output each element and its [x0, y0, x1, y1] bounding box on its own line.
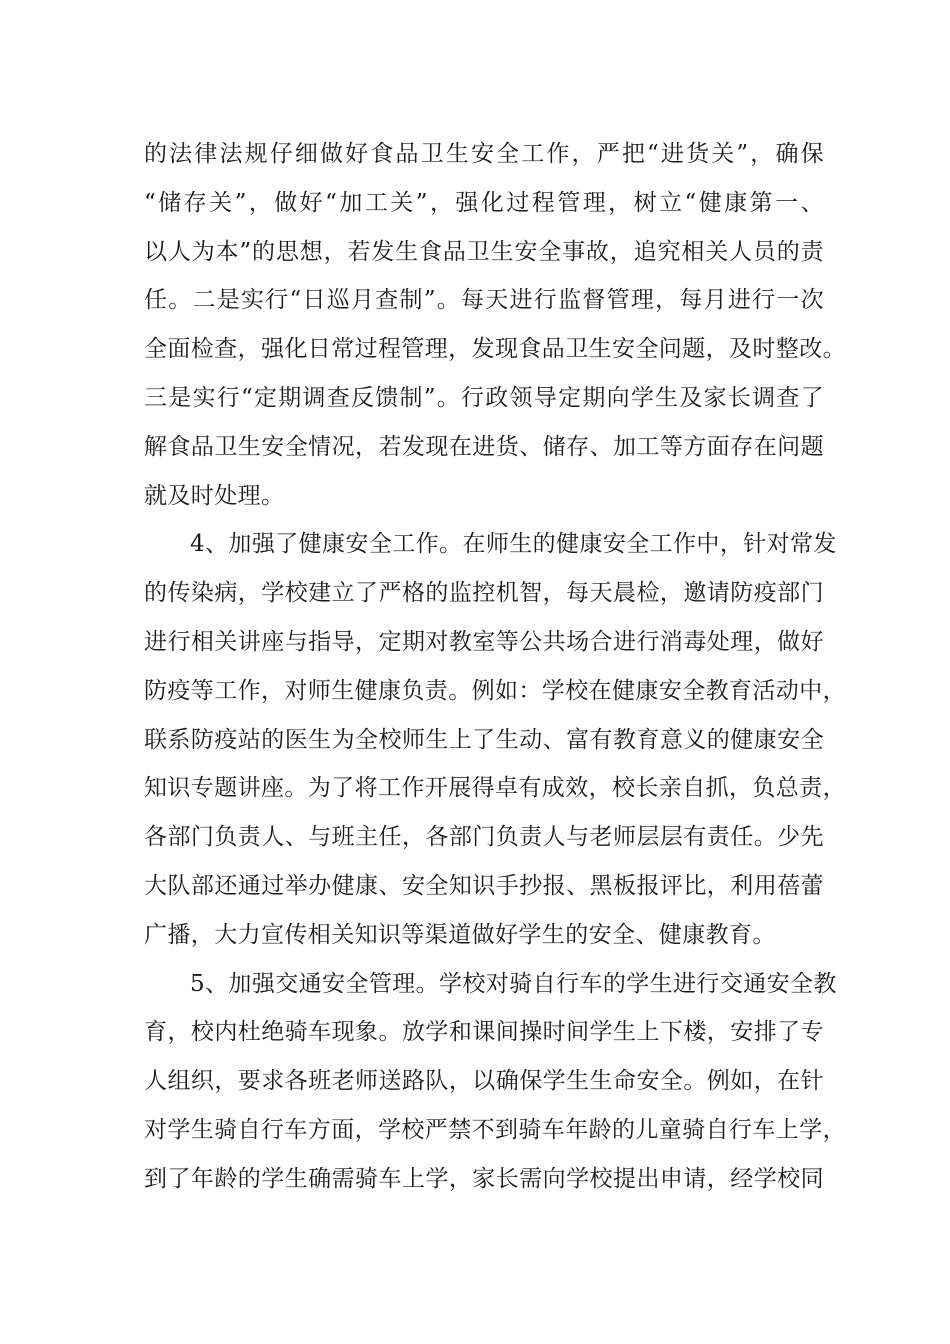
text-line: 防疫等工作，对师生健康负责。例如：学校在健康安全教育活动中， [144, 677, 846, 704]
text-line: 对学生骑自行车方面，学校严禁不到骑车年龄的儿童骑自行车上学， [144, 1116, 846, 1143]
text-line: 大队部还通过举办健康、安全知识手抄报、黑板报评比，利用蓓蕾 [144, 872, 824, 899]
text-line: 育，校内杜绝骑车现象。放学和课间操时间学生上下楼，安排了专 [144, 1019, 824, 1046]
text-line: 就及时处理。 [144, 482, 285, 509]
text-line: 5、加强交通安全管理。学校对骑自行车的学生进行交通安全教 [190, 970, 837, 997]
text-line: 广播，大力宣传相关知识等渠道做好学生的安全、健康教育。 [144, 921, 776, 948]
text-line: “储存关”，做好“加工关”，强化过程管理，树立“健康第一、 [144, 189, 824, 216]
text-line: 4、加强了健康安全工作。在师生的健康安全工作中，针对常发 [190, 531, 837, 558]
paragraph-continuation [144, 130, 846, 520]
text-line: 三是实行“定期调查反馈制”。行政领导定期向学生及家长调查了 [144, 384, 824, 411]
paragraph-item-4 [144, 520, 846, 959]
text-line: 到了年龄的学生确需骑车上学，家长需向学校提出申请，经学校同 [144, 1165, 824, 1192]
text-line: 人组织，要求各班老师送路队，以确保学生生命安全。例如，在针 [144, 1068, 824, 1095]
text-line: 任。二是实行“日巡月查制”。每天进行监督管理，每月进行一次 [144, 287, 824, 314]
text-line: 各部门负责人、与班主任，各部门负责人与老师层层有责任。少先 [144, 824, 824, 851]
text-line: 知识专题讲座。为了将工作开展得卓有成效，校长亲自抓，负总责， [144, 775, 846, 802]
text-line: 进行相关讲座与指导，定期对教室等公共场合进行消毒处理，做好 [144, 628, 824, 655]
text-line: 的传染病，学校建立了严格的监控机智，每天晨检，邀请防疫部门 [144, 580, 824, 607]
text-line: 以人为本”的思想，若发生食品卫生安全事故，追究相关人员的责 [144, 238, 824, 265]
text-line: 的法律法规仔细做好食品卫生安全工作，严把“进货关”，确保 [144, 141, 824, 167]
text-line: 联系防疫站的医生为全校师生上了生动、富有教育意义的健康安全 [144, 726, 824, 753]
paragraph-item-5 [144, 960, 846, 1204]
text-line: 全面检查，强化日常过程管理，发现食品卫生安全问题，及时整改。 [144, 336, 846, 363]
body-text [144, 130, 846, 1204]
text-line: 解食品卫生安全情况，若发现在进货、储存、加工等方面存在问题 [144, 433, 824, 460]
